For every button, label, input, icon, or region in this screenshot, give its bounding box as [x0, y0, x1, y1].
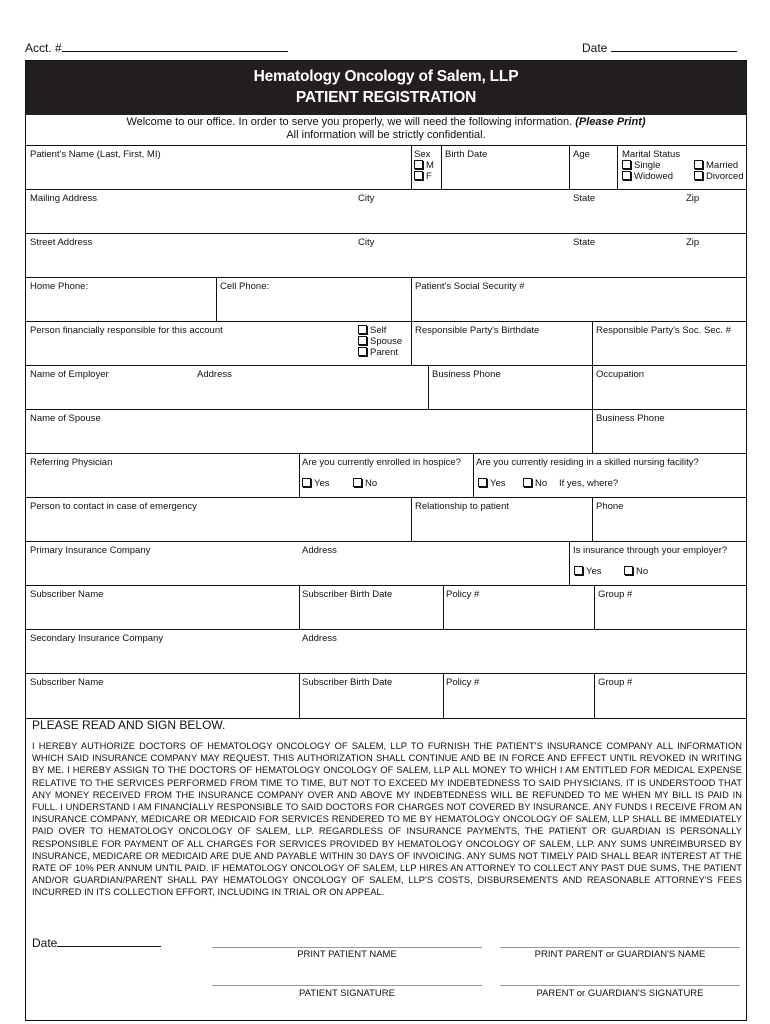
checkbox-icon [358, 347, 367, 356]
checkbox-icon [302, 478, 311, 487]
street-state-field[interactable]: State [573, 237, 596, 248]
primary-subscriber-name-field[interactable]: Subscriber Name [30, 589, 104, 600]
checkbox-icon [353, 478, 362, 487]
secondary-insurance-field[interactable]: Secondary Insurance Company [30, 633, 164, 644]
legal-authorization-text: I HEREBY AUTHORIZE DOCTORS OF HEMATOLOGY ONCOLOGY OF SALEM, LLP TO FURNISH THE PATIENT'S INSURANCE COMPANY ALL INFORMATION WHICH SAID INSURANCE COMPANY MAY REQUEST. THIS AUTHORIZATION SHALL CONTINUE AND BE IN FORCE AND EFFECT UNTIL REVOKED IN WRITING BY ME. I HEREBY ASSIGN TO THE DOCTORS OF HEMATOLOGY ONCOLOGY OF SALEM, LLP ALL MONEY TO WHICH I AM ENTITLED FOR MEDICAL EXPENSE RELATIVE TO THE SERVICES PERFORMED FROM TIME TO TIME, BUT NOT TO EXCEED MY INDEBTEDNESS TO SAID PHYSICIANS. IT IS UNDERSTOOD THAT ANY MONEY RECEIVED FROM THE INSURANCE COMPANY OVER AND ABOVE MY INDEBTEDNESS WILL BE REFUNDED TO ME WHEN MY BILL IS PAID IN FULL. I UNDERSTAND I AM FINANCIALLY RESPONSIBLE TO SAID DOCTORS FOR CHARGES NOT COVERED BY INSURANCE. ANY FUNDS I RECEIVE FROM AN INSURANCE COMPANY, MEDICARE OR MEDICAID FOR SERVICES RENDERED TO ME BY HEMATOLOGY ONCOLOGY OF SALEM, LLP SHALL BE IMMEDIATELY PAID OVER TO HEMATOLOGY ONCOLOGY OF SALEM, LLP. REGARDLESS OF INSURANCE PAYMENTS, THE PATIENT OR GUARDIAN IS PERSONALLY RESPONSIBLE FOR PAYMENT OF ALL CHARGES FOR SERVICES PROVIDED BY HEMATOLOGY ONCOLOGY OF SALEM, LLP. ANY SUMS UNREIMBURSED BY INSURANCE, MEDICARE OR MEDICAID ARE DUE AND PAYABLE WITHIN 30 DAYS OF INVOICING. ANY SUMS NOT TIMELY PAID SHALL BEAR INTEREST AT THE RATE OF 10% PER ANNUM UNTIL PAID. IF HEMATOLOGY ONCOLOGY OF SALEM, LLP HIRES AN ATTORNEY TO COLLECT ANY PAST DUE SUMS, THE PATIENT AND/OR GUARDIAN/PARENT SHALL PAY HEMATOLOGY ONCOLOGY OF SALEM, LLP'S COSTS, DISBURSEMENTS AND REASONABLE ATTORNEY'S FEES INCURRED IN ITS COLLECTION EFFORT, INCLUDING IN TRIAL OR ON APPEAL. [32, 741, 742, 898]
hospice-question: Are you currently enrolled in hospice? [302, 457, 461, 468]
checkbox-icon [694, 160, 703, 169]
form-header [26, 61, 746, 115]
through-employer-question: Is insurance through your employer? [573, 545, 728, 556]
guardian-signature-label: PARENT or GUARDIAN'S SIGNATURE [536, 988, 704, 999]
hospice-yes-label: Yes [314, 478, 330, 489]
divorced-label: Divorced [706, 171, 744, 182]
divorced-checkbox[interactable] [694, 171, 744, 182]
street-zip-field[interactable]: Zip [686, 237, 700, 248]
spouse-checkbox[interactable] [358, 336, 402, 347]
parent-checkbox[interactable] [358, 347, 398, 358]
employer-business-phone-field[interactable]: Business Phone [432, 369, 501, 380]
row-mailing-address [26, 189, 746, 234]
practice-name: Hematology Oncology of Salem, LLP [253, 68, 519, 85]
form-title: PATIENT REGISTRATION [295, 89, 477, 106]
signature-date-line [57, 935, 161, 947]
married-label: Married [706, 160, 739, 171]
employer-field[interactable]: Name of Employer [30, 369, 109, 380]
referring-physician-field[interactable]: Referring Physician [30, 457, 113, 468]
hospice-no-checkbox[interactable] [353, 478, 377, 489]
account-number-line [62, 40, 288, 52]
signature-date-label: Date [32, 936, 58, 950]
secondary-subscriber-birth-date-field[interactable]: Subscriber Birth Date [302, 677, 393, 688]
checkbox-icon [358, 325, 367, 334]
date-field[interactable] [582, 40, 737, 55]
sex-label: Sex [414, 149, 431, 160]
welcome-line2: All information will be strictly confidential. [286, 129, 486, 141]
parent-label: Parent [370, 347, 398, 358]
emergency-phone-field[interactable]: Phone [596, 501, 624, 512]
employer-yes-label: Yes [586, 566, 602, 577]
mailing-address-field[interactable]: Mailing Address [30, 193, 98, 204]
marital-status-label: Marital Status [622, 149, 681, 160]
date-line [611, 40, 737, 52]
checkbox-icon [414, 171, 423, 180]
patient-signature-label: PATIENT SIGNATURE [299, 988, 395, 999]
row-patient [26, 145, 746, 190]
relationship-field[interactable]: Relationship to patient [415, 501, 510, 512]
row-financially-responsible [26, 321, 746, 366]
print-guardian-name-line[interactable] [500, 947, 740, 948]
street-city-field[interactable]: City [358, 237, 375, 248]
checkbox-icon [622, 171, 631, 180]
ssn-field[interactable]: Patient's Social Security # [415, 281, 525, 292]
checkbox-icon [574, 566, 583, 575]
primary-insurance-address-field[interactable]: Address [302, 545, 337, 556]
sex-f-checkbox[interactable] [414, 171, 432, 182]
row-secondary-insurance [26, 629, 746, 674]
secondary-subscriber-name-field[interactable]: Subscriber Name [30, 677, 104, 688]
checkbox-icon [414, 160, 423, 169]
row-primary-insurance [26, 541, 746, 586]
snf-yes-checkbox[interactable] [478, 478, 506, 489]
checkbox-icon [622, 160, 631, 169]
employer-no-label: No [636, 566, 649, 577]
financially-responsible-field[interactable]: Person financially responsible for this account [30, 325, 223, 336]
primary-group-field[interactable]: Group # [598, 589, 633, 600]
please-print: (Please Print) [575, 116, 646, 128]
responsible-ssn-field[interactable]: Responsible Party's Soc. Sec. # [596, 325, 731, 336]
patient-name-field[interactable]: Patient's Name (Last, First, MI) [30, 149, 161, 160]
age-field[interactable]: Age [573, 149, 590, 160]
row-employer [26, 365, 746, 410]
self-checkbox[interactable] [358, 325, 386, 336]
spouse-name-field[interactable]: Name of Spouse [30, 413, 101, 424]
row-secondary-subscriber [26, 673, 746, 719]
cell-phone-field[interactable]: Cell Phone: [220, 281, 270, 292]
print-guardian-name-label: PRINT PARENT or GUARDIAN'S NAME [534, 949, 706, 960]
sex-f-label: F [426, 171, 432, 182]
birth-date-field[interactable]: Birth Date [445, 149, 488, 160]
primary-policy-field[interactable]: Policy # [446, 589, 480, 600]
secondary-insurance-address-field[interactable]: Address [302, 633, 337, 644]
widowed-checkbox[interactable] [622, 171, 673, 182]
primary-insurance-field[interactable]: Primary Insurance Company [30, 545, 151, 556]
checkbox-icon [358, 336, 367, 345]
mailing-state-field[interactable]: State [573, 193, 596, 204]
guardian-signature-line[interactable] [500, 985, 740, 986]
self-label: Self [370, 325, 387, 336]
snf-where-field[interactable]: If yes, where? [559, 478, 619, 489]
row-street-address [26, 233, 746, 278]
spouse-label: Spouse [370, 336, 403, 347]
checkbox-icon [624, 566, 633, 575]
signature-date-field[interactable] [32, 935, 161, 950]
welcome-text [26, 116, 746, 142]
occupation-field[interactable]: Occupation [596, 369, 645, 380]
widowed-label: Widowed [634, 171, 674, 182]
sex-m-checkbox[interactable] [414, 160, 434, 171]
checkbox-icon [523, 478, 532, 487]
emergency-contact-field[interactable]: Person to contact in case of emergency [30, 501, 197, 512]
married-checkbox[interactable] [694, 160, 738, 171]
row-primary-subscriber [26, 585, 746, 630]
row-referring-physician [26, 453, 746, 498]
row-spouse [26, 409, 746, 454]
street-address-field[interactable]: Street Address [30, 237, 93, 248]
secondary-policy-field[interactable]: Policy # [446, 677, 480, 688]
account-number-label: Acct. # [25, 41, 62, 55]
employer-address-field[interactable]: Address [197, 369, 232, 380]
snf-no-label: No [535, 478, 548, 489]
mailing-zip-field[interactable]: Zip [686, 193, 700, 204]
hospice-yes-checkbox[interactable] [302, 478, 330, 489]
single-label: Single [634, 160, 661, 171]
mailing-city-field[interactable]: City [358, 193, 375, 204]
employer-yes-checkbox[interactable] [574, 566, 602, 577]
home-phone-field[interactable]: Home Phone: [30, 281, 89, 292]
snf-yes-label: Yes [490, 478, 506, 489]
row-phones [26, 277, 746, 322]
welcome-line1: Welcome to our office. In order to serve you properly, we will need the following information. [126, 116, 573, 128]
legal-title: PLEASE READ AND SIGN BELOW. [32, 718, 226, 732]
patient-signature-line[interactable] [212, 985, 482, 986]
responsible-birthdate-field[interactable]: Responsible Party's Birthdate [415, 325, 540, 336]
checkbox-icon [478, 478, 487, 487]
print-patient-name-label: PRINT PATIENT NAME [297, 949, 397, 960]
secondary-group-field[interactable]: Group # [598, 677, 633, 688]
print-patient-name-line[interactable] [212, 947, 482, 948]
snf-question: Are you currently residing in a skilled nursing facility? [476, 457, 699, 468]
hospice-no-label: No [365, 478, 378, 489]
spouse-business-phone-field[interactable]: Business Phone [596, 413, 665, 424]
employer-no-checkbox[interactable] [624, 566, 648, 577]
primary-subscriber-birth-date-field[interactable]: Subscriber Birth Date [302, 589, 393, 600]
account-number-field[interactable] [25, 40, 288, 55]
checkbox-icon [694, 171, 703, 180]
date-label: Date [582, 41, 608, 55]
single-checkbox[interactable] [622, 160, 660, 171]
registration-form [25, 60, 747, 1021]
row-emergency-contact [26, 497, 746, 542]
sex-m-label: M [426, 160, 434, 171]
snf-no-checkbox[interactable] [523, 478, 547, 489]
